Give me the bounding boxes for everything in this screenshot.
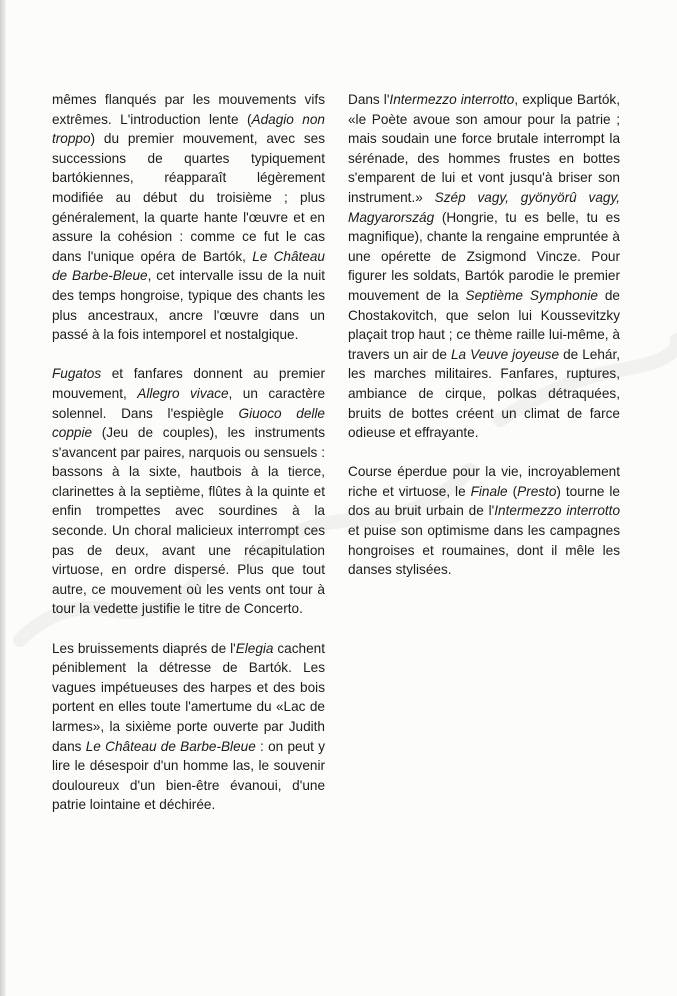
right-text-column bbox=[348, 90, 620, 599]
text-run: et puise son optimisme dans les campagnes hongroises et roumaines, dont il mêle les danses stylisées. bbox=[348, 523, 620, 578]
text-run: , explique Bartók, «le Poète avoue son amour pour la patrie ; mais soudain une force brutale interrompt la sérénade, des hommes frustes en bottes s'emparent de lui et vont jusqu'à briser son instrument.» bbox=[348, 92, 620, 205]
text-run: : on peut y lire le désespoir d'un homme las, le souvenir douloureux d'un bien-être évanoui, d'une patrie lointaine et déchirée. bbox=[52, 738, 325, 813]
text-run: et fanfares donnent au premier mouvement, bbox=[52, 366, 325, 401]
text-run: (Jeu de couples), les instruments s'avancent par paires, narquois ou sensuels : bassons à la sixte, hautbois à la tierce, clarinettes à la septième, flûtes à la quinte et enfin trompettes avec sourdines à la seconde. Un choral malicieux interrompt ces pas de deux, avant une récapitulation virtuose, en ordre dispersé. Plus que tout autre, ce mouvement où les vents ont tour à tour la vedette justifie le titre de Concerto. bbox=[52, 425, 325, 617]
italic-text-run: Presto bbox=[517, 483, 557, 499]
text-run: Dans l' bbox=[348, 92, 390, 107]
left-paragraph-3 bbox=[52, 639, 325, 815]
text-run: , un caractère solennel. Dans l'espiègle bbox=[52, 385, 325, 421]
text-run: Les bruissements diaprés de l' bbox=[52, 640, 236, 656]
text-run: Course éperdue pour la vie, incroyablement riche et virtuose, le bbox=[348, 464, 620, 499]
italic-text-run: Allegro vivace bbox=[137, 385, 229, 401]
right-paragraph-2 bbox=[348, 462, 620, 580]
italic-text-run: Septième Symphonie bbox=[465, 287, 598, 303]
italic-text-run: Le Château de Barbe-Bleue bbox=[85, 738, 256, 754]
italic-text-run: Giuoco delle coppie bbox=[52, 405, 325, 441]
italic-text-run: Intermezzo interrotto bbox=[389, 92, 515, 107]
italic-text-run: Fugatos bbox=[52, 366, 102, 382]
text-run: ) du premier mouvement, avec ses successions de quartes typiquement bartókiennes, réapparaît légèrement modifiée au début du troisième ; plus généralement, la quarte hante l'œuvre et en assure la cohésion : comme ce fut le cas dans l'unique opéra de Bartók, bbox=[52, 131, 325, 264]
italic-text-run: Adagio non troppo bbox=[52, 111, 325, 147]
page-edge-shadow bbox=[0, 0, 6, 996]
italic-text-run: La Veuve joyeuse bbox=[450, 346, 560, 362]
italic-text-run: Szép vagy, gyönyörû vagy, Magyarország bbox=[348, 189, 621, 225]
text-run: ( bbox=[507, 483, 518, 499]
right-paragraph-1 bbox=[348, 90, 620, 443]
italic-text-run: Finale bbox=[470, 483, 508, 499]
text-run: mêmes flanqués par les mouvements vifs extrêmes. L'introduction lente ( bbox=[52, 92, 325, 127]
text-run: cachent péniblement la détresse de Bartók. Les vagues impétueuses des harpes et des bois portent en elles toute l'amertume du «Lac de larmes», la sixième porte ouverte par Judith dans bbox=[52, 640, 325, 754]
text-run: ) tourne le dos au bruit urbain de l' bbox=[348, 483, 620, 519]
text-run: (Hongrie, tu es belle, tu es magnifique), chante la rengaine empruntée à une opérette de Zsigmond Vincze. Pour figurer les soldats, Bartók parodie le premier mouvement de la bbox=[348, 209, 620, 303]
text-run: , cet intervalle issu de la nuit des temps hongroise, typique des chants les plus ancestraux, ancre l'œuvre dans un passé à la fois intemporel et nostalgique. bbox=[52, 268, 325, 343]
italic-text-run: Le Château de Barbe-Bleue bbox=[52, 248, 325, 284]
left-paragraph-1 bbox=[52, 90, 325, 345]
left-text-column bbox=[52, 90, 325, 835]
left-paragraph-2 bbox=[52, 364, 325, 619]
text-run: de Chostakovitch, que selon lui Koussevitzky plaçait trop haut ; ce thème raille lui-même, à travers un air de bbox=[348, 287, 620, 362]
italic-text-run: Elegia bbox=[235, 640, 274, 656]
text-run: de Lehár, les marches militaires. Fanfares, ruptures, ambiance de cirque, polkas détraquées, bruits de bottes créent un climat de farce odieuse et effrayante. bbox=[348, 346, 621, 441]
italic-text-run: Intermezzo interrotto bbox=[494, 503, 620, 519]
